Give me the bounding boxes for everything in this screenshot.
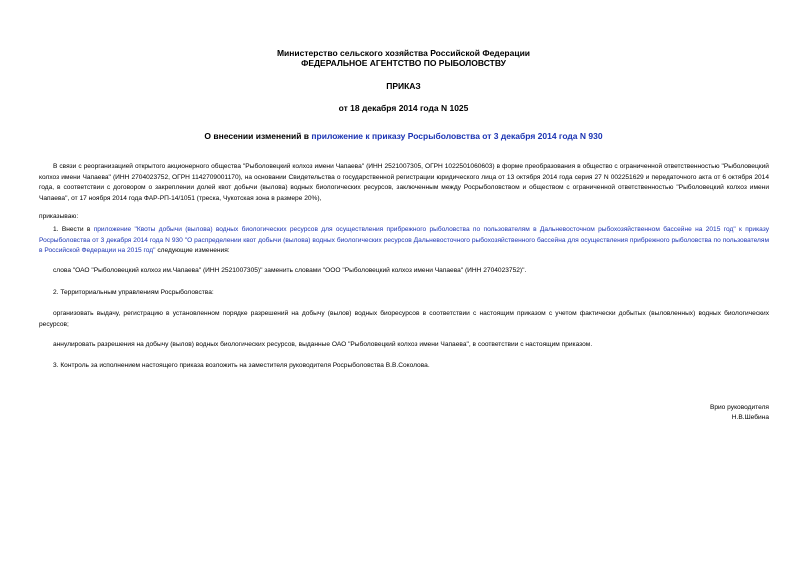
item-1-prefix: 1. Внести в [53,226,94,233]
signature-position: Врио руководителя [709,404,769,411]
doc-subject-heading [0,131,807,141]
agency-heading: ФЕДЕРАЛЬНОЕ АГЕНТСТВО ПО РЫБОЛОВСТВУ [301,58,506,68]
item-2-paragraph: 2. Территориальным управлениям Росрыболовства: [53,289,214,296]
doc-type-heading: ПРИКАЗ [386,81,421,91]
subject-link[interactable]: приложение к приказу Росрыболовства от 3 декабря 2014 года N 930 [311,131,603,141]
item-1-paragraph [39,225,769,257]
subject-prefix: О внесении изменений в [204,131,312,141]
signature-name: Н.В.Шебина [731,414,769,421]
doc-date-heading: от 18 декабря 2014 года N 1025 [338,103,469,113]
item-2a-paragraph: организовать выдачу, регистрацию в установленном порядке разрешений на добычу (вылов) водных биоресурсов в соответствии с настоящим приказом с учетом фактически добытых (выловленных) водных биологических ресурсов; [39,310,769,328]
item-1-suffix: следующие изменения: [155,247,230,254]
preamble-paragraph: В связи с реорганизацией открытого акционерного общества "Рыболовецкий колхоз имени Чапаева" (ИНН 2521007305, ОГРН 1022501060603) в форме преобразования в общество с ограниченной ответственностью "Рыболовецкий колхоз имени Чапаева" (ИНН 2704023752, ОГРН 1142709001170), на основании Свидетельства о государственной регистрации юридического лица от 13 октября 2014 года серия 27 N 002251629 и передаточного акта от 6 октября 2014 года, в соответствии с договором о закреплении долей квот добычи (вылова) водных биологических ресурсов, заключенным между Росрыболовством и обществом с ограниченной ответственностью "Рыболовецкий колхоз имени Чапаева", от 17 ноября 2014 года ФАР-РП-14/1051 (треска, Чукотская зона в размере 20%), [39,163,769,202]
item-3-paragraph: 3. Контроль за исполнением настоящего приказа возложить на заместителя руководителя Росрыболовства В.В.Соколова. [53,362,430,369]
ministry-heading: Министерство сельского хозяйства Российской Федерации [276,48,531,58]
item-1-link[interactable]: приложение "Квоты добычи (вылова) водных биологических ресурсов для осуществления прибрежного рыболовства по пользователям в Дальневосточном рыбохозяйственном бассейне на 2015 год" к приказу Росрыболовства от 3 декабря 2014 года N 930 "О распределении квот добычи (вылова) водных биологических ресурсов Дальневосточного рыбохозяйственного бассейна для осуществления прибрежного рыболовства по пользователям в Российской Федерации на 2015 год" [39,226,769,254]
replace-paragraph: слова "ОАО "Рыболовецкий колхоз им.Чапаева" (ИНН 2521007305)" заменить словами "ООО "Рыболовецкий колхоз имени Чапаева" (ИНН 2704023752)". [53,267,527,274]
item-2b-paragraph: аннулировать разрешения на добычу (вылов) водных биологических ресурсов, выданные ОАО "Рыболовецкий колхоз имени Чапаева", в соответствии с настоящим приказом. [53,341,593,348]
order-word: приказываю: [39,213,79,220]
